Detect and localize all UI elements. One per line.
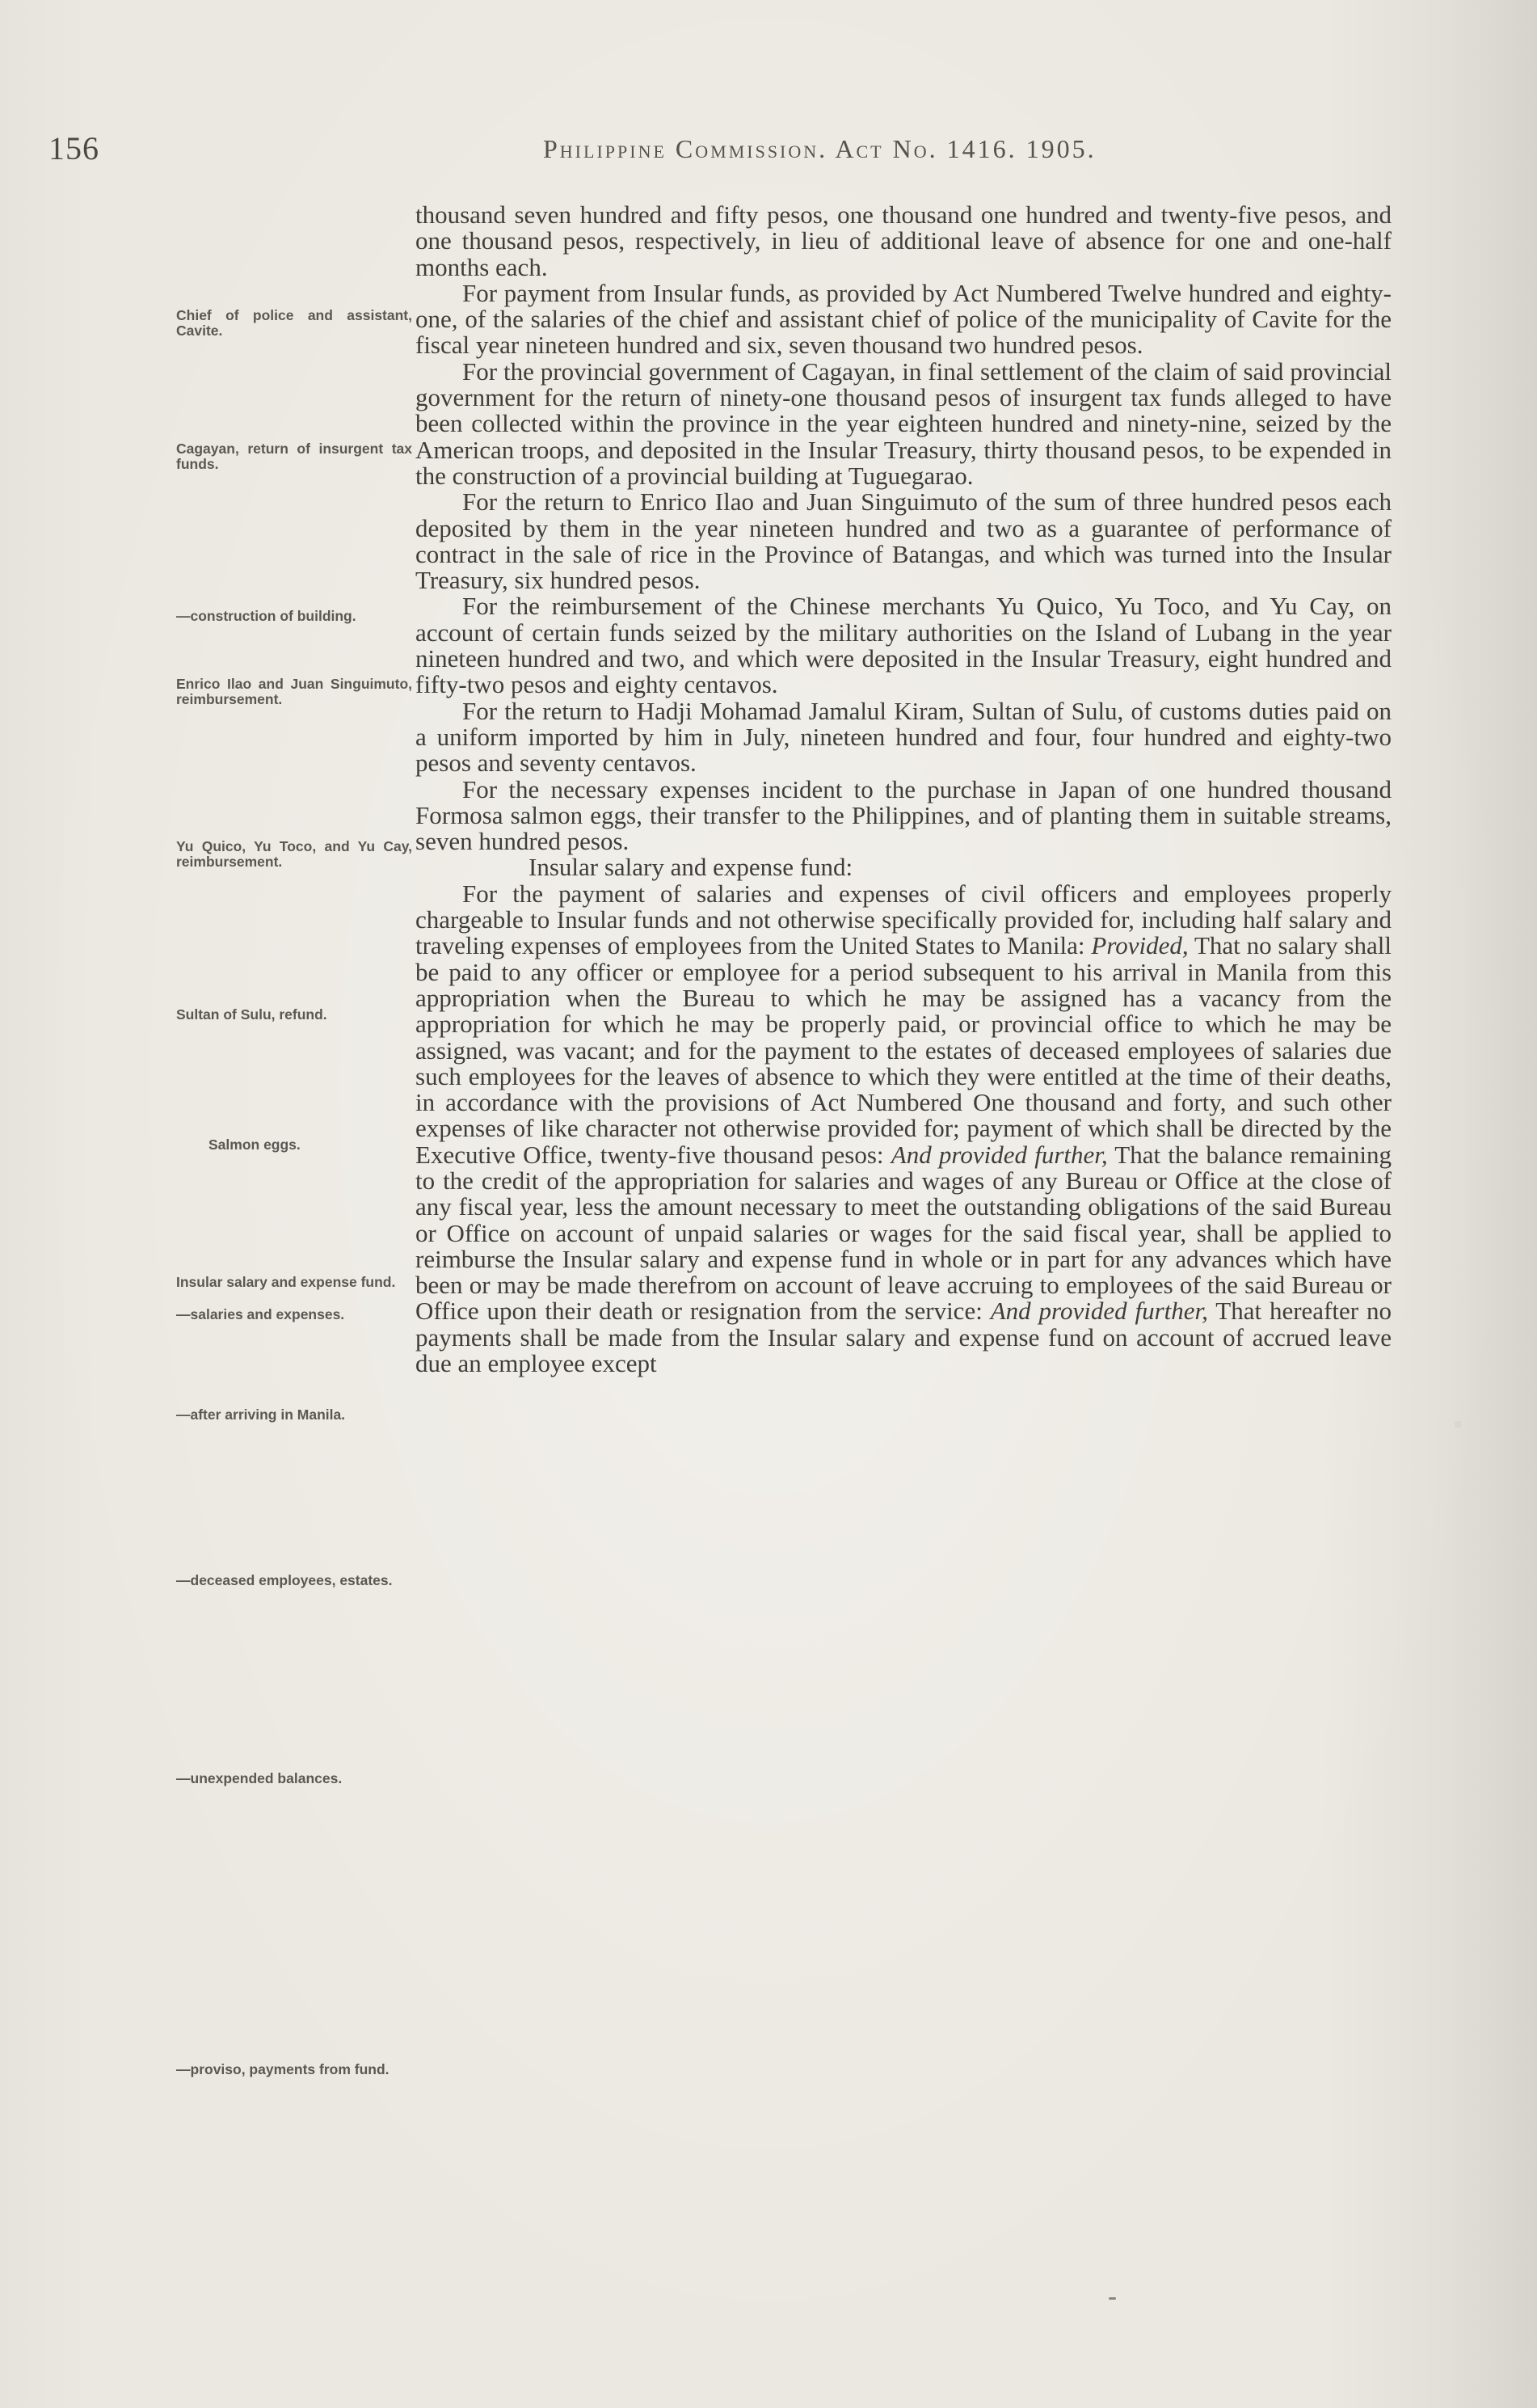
text-run: That hereafter no payments shall be made from the Insular salary and expense fund on account of accrued leave due an employee except xyxy=(415,1297,1392,1378)
running-head: Philippine Commission. Act No. 1416. 1905. xyxy=(543,134,1097,163)
main-text xyxy=(415,202,1392,1377)
margin-note-sultan-sulu: Sultan of Sulu, refund. xyxy=(176,1006,327,1023)
proviso-italic: And provided further, xyxy=(990,1297,1208,1326)
margin-note-ilao-singuimuto: Enrico Ilao and Juan Singuimuto, reimbursement. xyxy=(176,676,412,707)
scan-speck xyxy=(1455,1421,1461,1428)
margin-note-salaries-expenses: —salaries and expenses. xyxy=(176,1306,345,1322)
text-run: That no salary shall be paid to any officer or employee for a period subsequent to his arrival in Manila from this appropriation when the Bureau to which he may be assigned has a vacancy from the appropriation for which he may be properly paid, or provincial office to which he may be assigned, was vacant; and for the payment to the estates of deceased employees of salaries due such employees for the leaves of absence to which they were entitled at the time of their deaths, in accordance with the provisions of Act Numbered One thousand and forty, and such other expenses of like character not otherwise provided for; payment of which shall be directed by the Executive Office, twenty-five thousand pesos: xyxy=(415,931,1392,1169)
paragraph: For payment from Insular funds, as provided by Act Numbered Twelve hundred and eighty-one, of the salaries of the chief and assistant chief of police of the municipality of Cavite for the fiscal year nineteen hundred and six, seven thousand two hundred pesos. xyxy=(415,278,1392,360)
paragraph: For the provincial government of Cagayan, in final settlement of the claim of said provincial government for the return of ninety-one thousand pesos of insurgent tax funds alleged to have been collected within the province in the year eighteen hundred and ninety-nine, seized by the American troops, and deposited in the Insular Treasury, thirty thousand pesos, to be expended in the construction of a provincial building at Tuguegarao. xyxy=(415,356,1392,490)
margin-note-cavite-police: Chief of police and assistant, Cavite. xyxy=(176,307,412,339)
margin-note-yu-reimbursement: Yu Quico, Yu Toco, and Yu Cay, reimbursement. xyxy=(176,838,412,870)
paragraph: For the reimbursement of the Chinese merchants Yu Quico, Yu Toco, and Yu Cay, on account of certain funds seized by the military authorities on the Island of Lubang in the year nineteen hundred and two, and which were deposited in the Insular Treasury, eight hundred and fifty-two pesos and eighty centavos. xyxy=(415,592,1392,699)
proviso-italic: Provided, xyxy=(1091,931,1189,960)
margin-note-after-arriving: —after arriving in Manila. xyxy=(176,1406,346,1423)
paragraph: thousand seven hundred and fifty pesos, one thousand one hundred and twenty-five pesos, and one thousand pesos, respectively, in lieu of additional leave of absence for one and one-half months each. xyxy=(415,200,1392,281)
margin-note-cagayan-return: Cagayan, return of insurgent tax funds. xyxy=(176,441,412,472)
section-heading: Insular salary and expense fund: xyxy=(528,853,853,882)
margin-note-proviso-payments: —proviso, payments from fund. xyxy=(176,2061,390,2077)
margin-note-cagayan-construction: —construction of building. xyxy=(176,608,356,624)
paragraph: For the return to Hadji Mohamad Jamalul Kiram, Sultan of Sulu, of customs duties paid on a uniform imported by him in July, nineteen hundred and four, four hundred and eighty-two pesos and seventy centavos. xyxy=(415,696,1392,778)
paragraph xyxy=(415,881,1392,1377)
text-run: For the payment of salaries and expenses of civil officers and employees properly chargeable to Insular funds and not otherwise specifically provided for, including half salary and traveling expenses of employees from the United States to Manila: xyxy=(415,879,1392,960)
scan-speck xyxy=(1109,2297,1116,2300)
proviso-italic: And provided further, xyxy=(891,1140,1108,1169)
margin-note-insular-fund: Insular salary and expense fund. xyxy=(176,1274,396,1290)
margin-note-salmon-eggs: Salmon eggs. xyxy=(208,1137,301,1153)
paragraph: For the return to Enrico Ilao and Juan Singuimuto of the sum of three hundred pesos each deposited by them in the year nineteen hundred and two as a guarantee of performance of contract in the sale of rice in the Province of Batangas, and which was turned into the Insular Treasury, six hundred pesos. xyxy=(415,487,1392,595)
margin-note-unexpended-balances: —unexpended balances. xyxy=(176,1770,343,1786)
margin-note-deceased-employees: —deceased employees, estates. xyxy=(176,1572,393,1588)
paragraph: For the necessary expenses incident to the purchase in Japan of one hundred thousand Formosa salmon eggs, their transfer to the Philippines, and of planting them in suitable streams, seven hundred pesos. xyxy=(415,774,1392,856)
text-run: That the balance remaining to the credit of the appropriation for salaries and wages of any Bureau or Office at the close of any fiscal year, less the amount necessary to meet the outstanding obligations of the said Bureau or Office on account of unpaid salaries or wages for the said fiscal year, shall be applied to reimburse the Insular salary and expense fund in whole or in part for any advances which have been or may be made therefrom on account of leave accruing to employees of the said Bureau or Office upon their death or resignation from the service: xyxy=(415,1140,1392,1326)
page-number: 156 xyxy=(48,130,99,167)
